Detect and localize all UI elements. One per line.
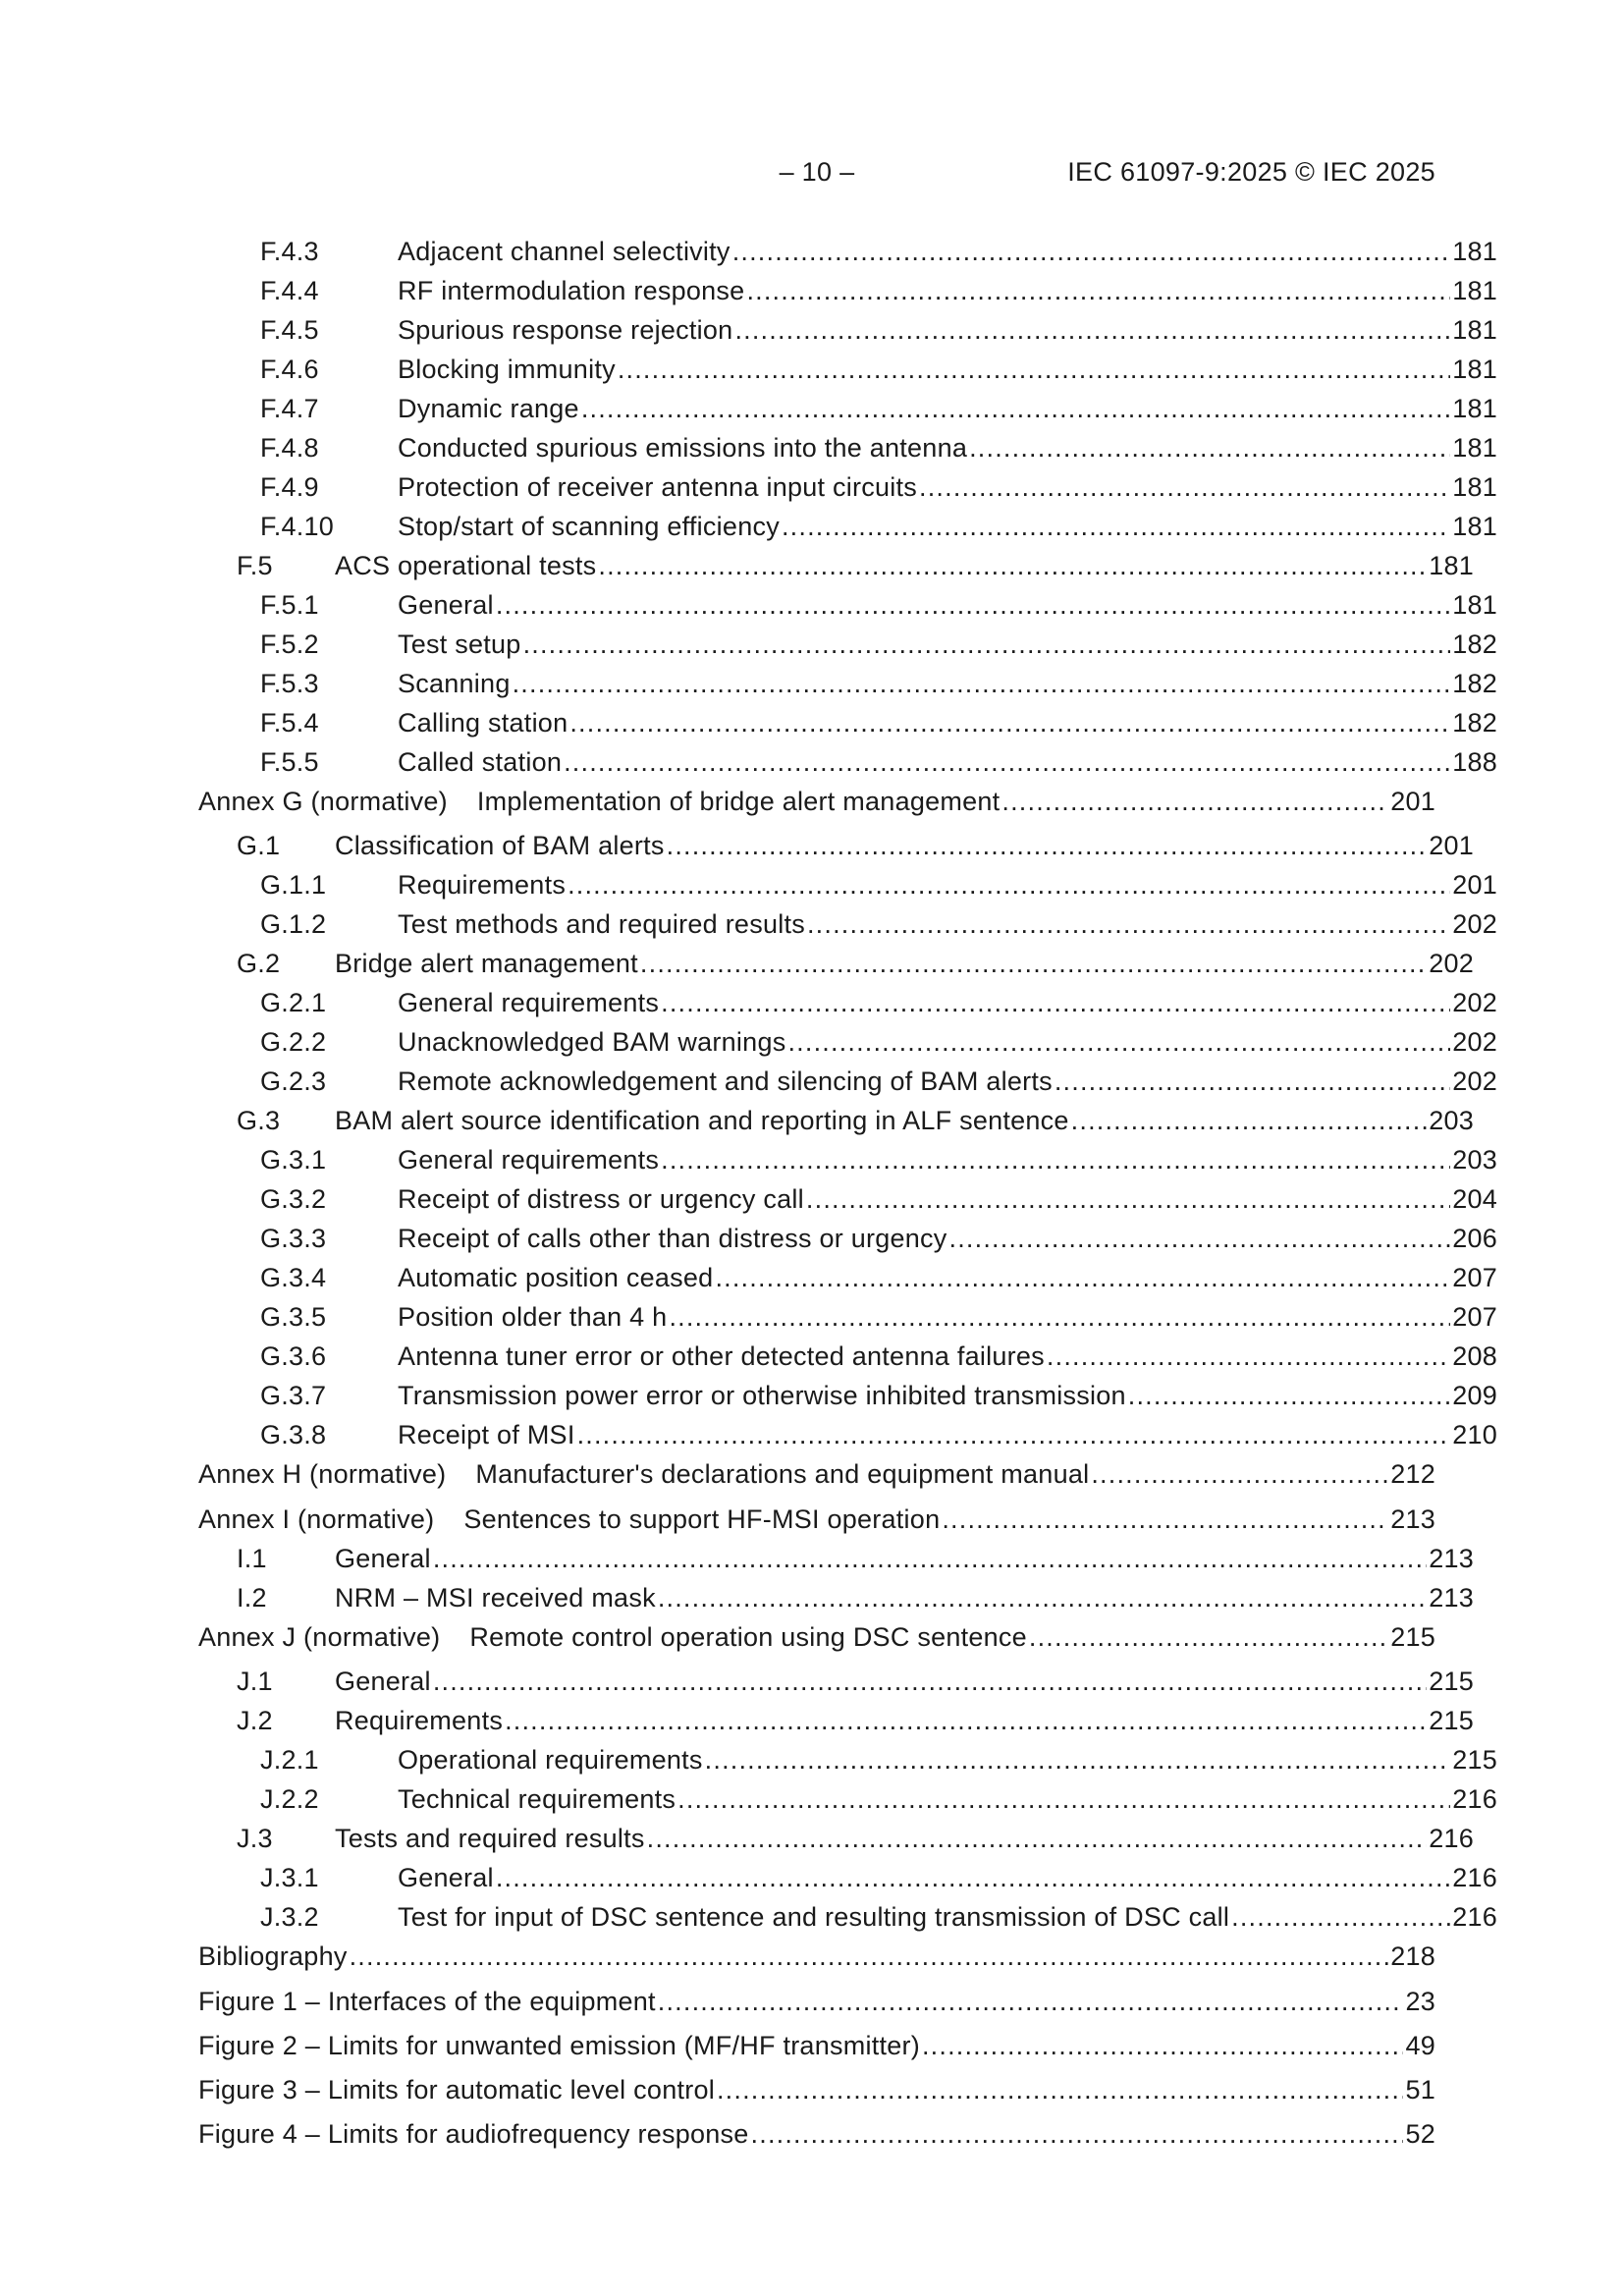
toc-entry[interactable] <box>198 1784 1497 1820</box>
toc-entry[interactable] <box>198 394 1497 429</box>
toc-entry[interactable] <box>198 787 1435 822</box>
toc-entry-page: 215 <box>1429 1667 1474 1696</box>
toc-entry-title: Sentences to support HF-MSI operation <box>463 1504 941 1534</box>
toc-entry[interactable] <box>198 1987 1435 2022</box>
toc-entry-page: 201 <box>1452 870 1497 900</box>
toc-entry[interactable] <box>198 1824 1474 1859</box>
toc-entry-page: 215 <box>1429 1706 1474 1735</box>
dot-leader <box>433 1544 1427 1574</box>
dot-leader <box>523 629 1451 660</box>
toc-entry-page: 210 <box>1452 1420 1497 1449</box>
dot-leader <box>661 988 1450 1018</box>
toc-entry-title: General <box>335 1667 431 1696</box>
toc-entry-page: 188 <box>1452 747 1497 777</box>
toc-entry-page: 207 <box>1452 1302 1497 1332</box>
toc-entry[interactable] <box>198 472 1497 508</box>
toc-entry-page: 215 <box>1390 1622 1435 1652</box>
toc-entry[interactable] <box>198 1145 1497 1180</box>
toc-entry-title: Called station <box>398 747 563 777</box>
toc-entry-title: Requirements <box>335 1706 504 1735</box>
toc-entry-page: 182 <box>1452 708 1497 738</box>
toc-entry-number: F.5.3 <box>260 669 319 698</box>
toc-entry-number: G.3.4 <box>260 1263 327 1292</box>
toc-entry-title: Remote control operation using DSC sentence <box>469 1622 1027 1652</box>
toc-entry-title: Automatic position ceased <box>398 1263 714 1292</box>
toc-entry-number: Annex J (normative) <box>198 1622 441 1652</box>
toc-entry-title: Blocking immunity <box>398 355 616 384</box>
toc-entry[interactable] <box>198 1706 1474 1741</box>
toc-entry-title: Calling station <box>398 708 568 738</box>
toc-entry-title: Receipt of MSI <box>398 1420 575 1449</box>
toc-entry-page: 23 <box>1405 1987 1435 2016</box>
toc-entry-title: Figure 1 – Interfaces of the equipment <box>198 1987 656 2016</box>
dot-leader <box>782 512 1450 542</box>
toc-entry-number: G.2 <box>237 949 281 978</box>
toc-entry-page: 181 <box>1452 237 1497 266</box>
toc-entry-page: 181 <box>1452 355 1497 384</box>
toc-entry-number: F.5 <box>237 551 273 580</box>
toc-entry-page: 213 <box>1429 1544 1474 1573</box>
dot-leader <box>1128 1381 1450 1411</box>
toc-entry-page: 203 <box>1429 1106 1474 1135</box>
toc-entry[interactable] <box>198 1302 1497 1338</box>
dot-leader <box>564 747 1450 778</box>
toc-entry[interactable] <box>198 512 1497 547</box>
toc-entry[interactable] <box>198 590 1497 626</box>
toc-entry-title: Protection of receiver antenna input circuits <box>398 472 918 502</box>
dot-leader <box>942 1504 1388 1535</box>
toc-entry-title: General requirements <box>398 1145 660 1175</box>
dot-leader <box>598 551 1427 581</box>
toc-entry[interactable] <box>198 1459 1435 1495</box>
toc-entry-number: F.4.3 <box>260 237 319 266</box>
toc-entry-number: J.2.1 <box>260 1745 319 1775</box>
toc-entry-number: G.2.2 <box>260 1027 327 1057</box>
toc-entry[interactable] <box>198 669 1497 704</box>
toc-entry[interactable] <box>198 237 1497 272</box>
toc-entry-number: I.2 <box>237 1583 267 1613</box>
toc-entry-title: Scanning <box>398 669 511 698</box>
toc-entry-page: 206 <box>1452 1224 1497 1253</box>
dot-leader <box>433 1667 1427 1697</box>
toc-entry[interactable] <box>198 909 1497 945</box>
toc-entry-number: J.2.2 <box>260 1784 319 1814</box>
toc-entry[interactable] <box>198 2075 1435 2110</box>
dot-leader <box>949 1224 1451 1254</box>
toc-entry-number: J.1 <box>237 1667 273 1696</box>
toc-entry-page: 52 <box>1405 2119 1435 2149</box>
dot-leader <box>919 472 1450 503</box>
toc-entry-number: F.5.2 <box>260 629 319 659</box>
toc-entry[interactable] <box>198 315 1497 351</box>
toc-entry-number: F.5.1 <box>260 590 319 620</box>
toc-entry-number: Annex H (normative) <box>198 1459 447 1489</box>
toc-entry-title: Implementation of bridge alert management <box>476 787 1001 816</box>
toc-entry-page: 181 <box>1452 472 1497 502</box>
toc-entry-number: G.3.2 <box>260 1184 327 1214</box>
dot-leader <box>568 870 1450 901</box>
toc-entry-title: Tests and required results <box>335 1824 645 1853</box>
toc-entry[interactable] <box>198 1504 1435 1540</box>
toc-entry-number: J.3.1 <box>260 1863 319 1892</box>
toc-entry[interactable] <box>198 1902 1497 1938</box>
toc-entry[interactable] <box>198 949 1474 984</box>
toc-entry-title: Figure 4 – Limits for audiofrequency response <box>198 2119 749 2149</box>
dot-leader <box>513 669 1451 699</box>
toc-entry-page: 216 <box>1452 1902 1497 1932</box>
toc-entry-number: F.4.8 <box>260 433 319 463</box>
toc-entry[interactable] <box>198 2119 1435 2155</box>
toc-entry-title: Bibliography <box>198 1941 348 1971</box>
toc-entry-title: Classification of BAM alerts <box>335 831 665 860</box>
toc-entry[interactable] <box>198 1066 1497 1102</box>
toc-entry-number: G.3.3 <box>260 1224 327 1253</box>
toc-entry-page: 218 <box>1390 1941 1435 1971</box>
toc-entry[interactable] <box>198 1622 1435 1658</box>
toc-entry-title: NRM – MSI received mask <box>335 1583 656 1613</box>
dot-leader <box>1231 1902 1450 1933</box>
dot-leader <box>717 2075 1403 2105</box>
toc-entry-page: 181 <box>1452 315 1497 345</box>
dot-leader <box>618 355 1450 385</box>
toc-entry-number: G.3.6 <box>260 1341 327 1371</box>
toc-entry-page: 202 <box>1452 1027 1497 1057</box>
dot-leader <box>806 1184 1450 1215</box>
toc-entry-number: G.3.8 <box>260 1420 327 1449</box>
toc-entry-title: General requirements <box>398 988 660 1017</box>
toc-entry-title: Test methods and required results <box>398 909 805 939</box>
toc-entry-title: RF intermodulation response <box>398 276 745 305</box>
dot-leader <box>1055 1066 1450 1097</box>
toc-entry-page: 202 <box>1452 988 1497 1017</box>
toc-entry[interactable] <box>198 1583 1474 1618</box>
toc-entry-page: 182 <box>1452 669 1497 698</box>
dot-leader <box>640 949 1427 979</box>
toc-entry-number: F.4.4 <box>260 276 319 305</box>
dot-leader <box>350 1941 1389 1972</box>
toc-entry-title: Dynamic range <box>398 394 579 423</box>
dot-leader <box>647 1824 1428 1854</box>
dot-leader <box>1001 787 1388 817</box>
toc-entry-title: Manufacturer's declarations and equipment manual <box>475 1459 1090 1489</box>
toc-entry-page: 216 <box>1452 1784 1497 1814</box>
toc-entry-title: Antenna tuner error or other detected antenna failures <box>398 1341 1045 1371</box>
toc-entry[interactable] <box>198 276 1497 311</box>
toc-entry-title: Unacknowledged BAM warnings <box>398 1027 786 1057</box>
toc-entry-title: Test setup <box>398 629 521 659</box>
toc-entry-title: Requirements <box>398 870 567 900</box>
dot-leader <box>496 1863 1450 1893</box>
toc-entry[interactable] <box>198 1941 1435 1977</box>
toc-entry-page: 215 <box>1452 1745 1497 1775</box>
toc-entry-title: Receipt of distress or urgency call <box>398 1184 804 1214</box>
toc-entry-page: 208 <box>1452 1341 1497 1371</box>
toc-entry-page: 181 <box>1452 433 1497 463</box>
toc-entry-page: 201 <box>1429 831 1474 860</box>
toc-entry-number: F.4.6 <box>260 355 319 384</box>
dot-leader <box>1029 1622 1388 1653</box>
page-header <box>198 157 1435 196</box>
toc-entry-page: 181 <box>1429 551 1474 580</box>
toc-entry-page: 202 <box>1452 1066 1497 1096</box>
toc-entry[interactable] <box>198 1381 1497 1416</box>
toc-entry-page: 201 <box>1390 787 1435 816</box>
toc-entry-page: 213 <box>1429 1583 1474 1613</box>
dot-leader <box>505 1706 1427 1736</box>
toc-entry-page: 216 <box>1429 1824 1474 1853</box>
toc-entry-page: 202 <box>1452 909 1497 939</box>
dot-leader <box>669 1302 1450 1333</box>
dot-leader <box>787 1027 1450 1058</box>
toc-entry-number: F.4.5 <box>260 315 319 345</box>
toc-entry[interactable] <box>198 551 1474 586</box>
dot-leader <box>577 1420 1451 1450</box>
toc-entry-title: BAM alert source identification and reporting in ALF sentence <box>335 1106 1069 1135</box>
toc-entry[interactable] <box>198 355 1497 390</box>
toc-entry-title: General <box>398 1863 494 1892</box>
toc-entry-number: F.4.9 <box>260 472 319 502</box>
toc-entry-number: G.2.1 <box>260 988 327 1017</box>
toc-entry-page: 207 <box>1452 1263 1497 1292</box>
toc-entry[interactable] <box>198 433 1497 468</box>
toc-entry[interactable] <box>198 1263 1497 1298</box>
toc-entry-title: Remote acknowledgement and silencing of BAM alerts <box>398 1066 1053 1096</box>
dot-leader <box>732 237 1451 267</box>
toc-entry-number: G.3.1 <box>260 1145 327 1175</box>
toc-entry-number: J.2 <box>237 1706 273 1735</box>
toc-entry-number: J.3 <box>237 1824 273 1853</box>
toc-entry-title: ACS operational tests <box>335 551 597 580</box>
toc-entry[interactable] <box>198 870 1497 905</box>
toc-entry-title: Technical requirements <box>398 1784 676 1814</box>
toc-entry[interactable] <box>198 2031 1435 2066</box>
toc-entry-page: 209 <box>1452 1381 1497 1410</box>
toc-entry-number: G.3 <box>237 1106 281 1135</box>
toc-entry-page: 51 <box>1405 2075 1435 2105</box>
dot-leader <box>661 1145 1450 1175</box>
toc-entry[interactable] <box>198 988 1497 1023</box>
dot-leader <box>667 831 1428 861</box>
toc-entry-title: Operational requirements <box>398 1745 703 1775</box>
toc-entry-number: Annex G (normative) <box>198 787 448 816</box>
toc-entry-number: F.5.5 <box>260 747 319 777</box>
dot-leader <box>969 433 1450 464</box>
toc-entry-title: General <box>335 1544 431 1573</box>
toc-entry-title: Stop/start of scanning efficiency <box>398 512 780 541</box>
toc-entry[interactable] <box>198 1863 1497 1898</box>
dot-leader <box>1071 1106 1428 1136</box>
toc-entry[interactable] <box>198 1667 1474 1702</box>
toc-entry-number: F.4.10 <box>260 512 335 541</box>
toc-entry-number: G.1 <box>237 831 281 860</box>
toc-entry-page: 181 <box>1452 590 1497 620</box>
toc-entry-number: G.3.5 <box>260 1302 327 1332</box>
toc-entry-page: 212 <box>1390 1459 1435 1489</box>
toc-entry-number: F.5.4 <box>260 708 319 738</box>
toc-entry-title: Figure 2 – Limits for unwanted emission (MF/HF transmitter) <box>198 2031 920 2060</box>
toc-entry-title: Test for input of DSC sentence and resulting transmission of DSC call <box>398 1902 1230 1932</box>
toc-entry-number: G.2.3 <box>260 1066 327 1096</box>
toc-entry[interactable] <box>198 1341 1497 1377</box>
toc-entry-title: Spurious response rejection <box>398 315 733 345</box>
toc-entry-title: Adjacent channel selectivity <box>398 237 730 266</box>
toc-entry-page: 182 <box>1452 629 1497 659</box>
toc-entry-page: 203 <box>1452 1145 1497 1175</box>
page-number: – 10 – <box>779 157 855 187</box>
toc-entry-page: 204 <box>1452 1184 1497 1214</box>
toc-entry[interactable] <box>198 747 1497 783</box>
toc-entry[interactable] <box>198 1544 1474 1579</box>
toc-entry[interactable] <box>198 1027 1497 1063</box>
toc-entry-number: Annex I (normative) <box>198 1504 435 1534</box>
dot-leader <box>658 1987 1404 2017</box>
dot-leader <box>705 1745 1451 1776</box>
dot-leader <box>677 1784 1450 1815</box>
dot-leader <box>581 394 1450 424</box>
toc-entry-page: 216 <box>1452 1863 1497 1892</box>
toc-entry-number: G.1.1 <box>260 870 327 900</box>
dot-leader <box>496 590 1450 621</box>
dot-leader <box>1047 1341 1450 1372</box>
toc-entry-page: 49 <box>1405 2031 1435 2060</box>
dot-leader <box>569 708 1450 738</box>
dot-leader <box>746 276 1450 306</box>
dot-leader <box>807 909 1450 940</box>
toc-entry[interactable] <box>198 708 1497 743</box>
toc-entry[interactable] <box>198 1224 1497 1259</box>
toc-entry-page: 181 <box>1452 394 1497 423</box>
toc-entry-page: 202 <box>1429 949 1474 978</box>
toc-entry-title: Receipt of calls other than distress or urgency <box>398 1224 947 1253</box>
toc-entry-number: F.4.7 <box>260 394 319 423</box>
toc-entry-number: J.3.2 <box>260 1902 319 1932</box>
toc-entry-title: Figure 3 – Limits for automatic level control <box>198 2075 715 2105</box>
toc-entry[interactable] <box>198 831 1474 866</box>
toc-entry[interactable] <box>198 1106 1474 1141</box>
toc-entry-title: General <box>398 590 494 620</box>
toc-entry[interactable] <box>198 629 1497 665</box>
toc-entry-number: G.3.7 <box>260 1381 327 1410</box>
toc-entry-page: 181 <box>1452 276 1497 305</box>
toc-entry-title: Conducted spurious emissions into the antenna <box>398 433 968 463</box>
dot-leader <box>734 315 1450 346</box>
toc-entry-title: Transmission power error or otherwise inhibited transmission <box>398 1381 1126 1410</box>
dot-leader <box>715 1263 1450 1293</box>
toc-entry-title: Bridge alert management <box>335 949 638 978</box>
toc-entry-number: I.1 <box>237 1544 267 1573</box>
document-id: IEC 61097-9:2025 © IEC 2025 <box>1067 157 1435 187</box>
toc-entry-page: 213 <box>1390 1504 1435 1534</box>
dot-leader <box>922 2031 1403 2061</box>
toc-entry-title: Position older than 4 h <box>398 1302 668 1332</box>
dot-leader <box>751 2119 1404 2150</box>
dot-leader <box>658 1583 1427 1613</box>
toc-entry[interactable] <box>198 1184 1497 1220</box>
toc-entry[interactable] <box>198 1745 1497 1780</box>
toc-entry-page: 181 <box>1452 512 1497 541</box>
toc-entry-number: G.1.2 <box>260 909 327 939</box>
toc-entry[interactable] <box>198 1420 1497 1455</box>
dot-leader <box>1091 1459 1388 1490</box>
